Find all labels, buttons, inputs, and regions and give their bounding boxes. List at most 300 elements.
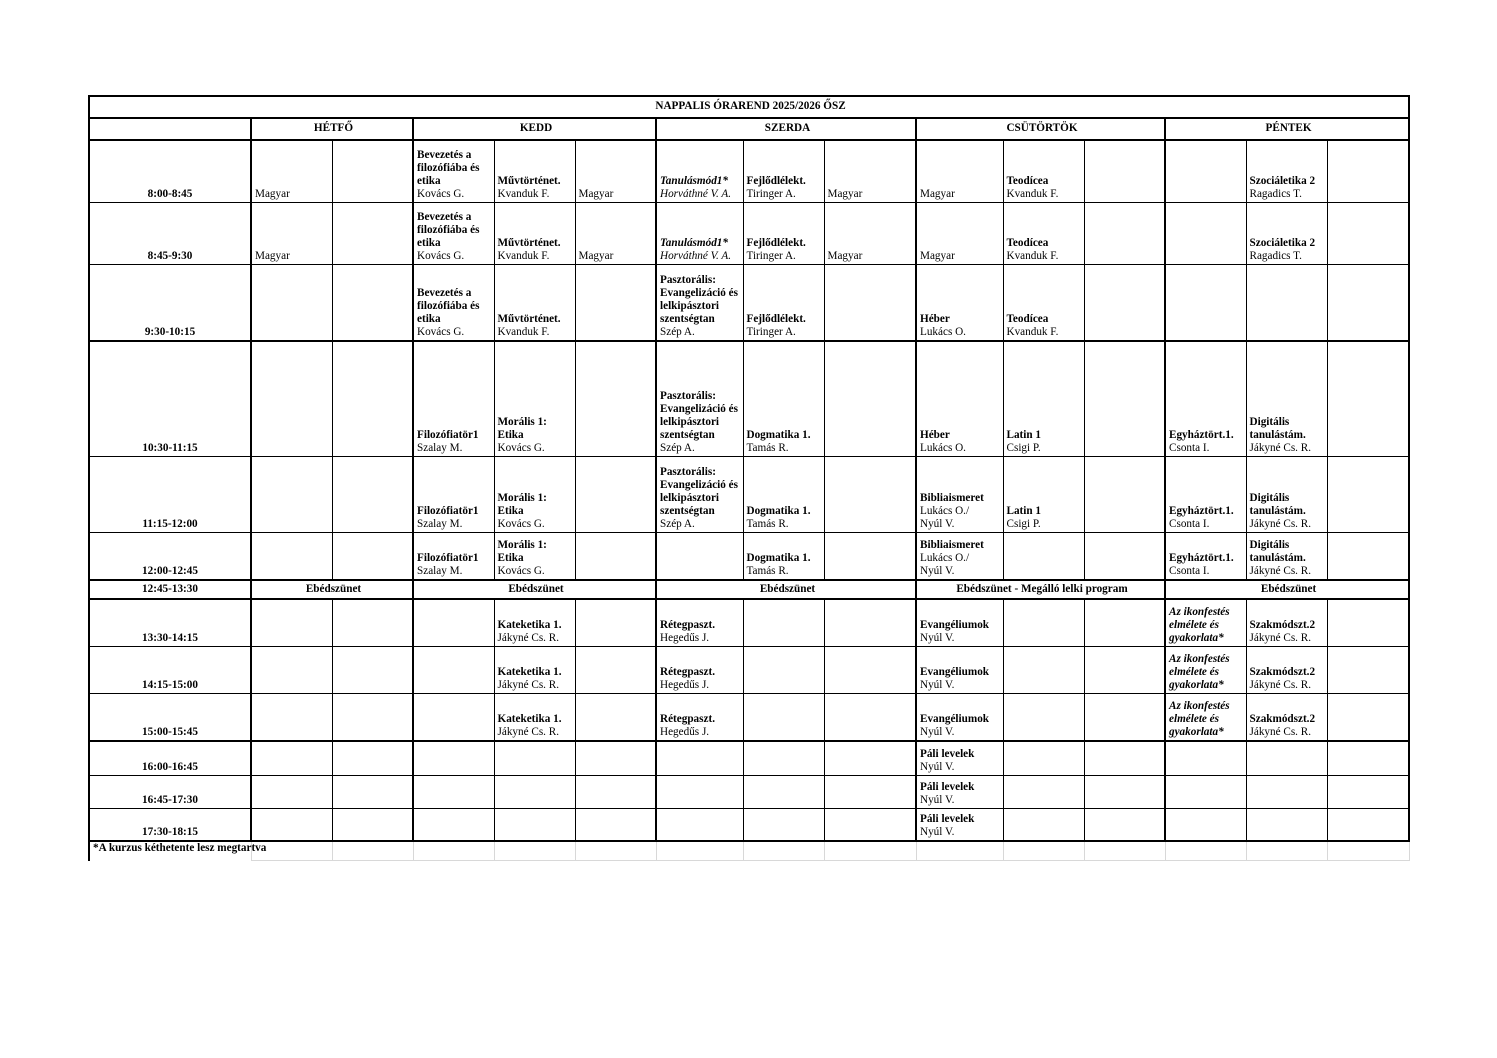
empty-cell [1327,140,1409,202]
empty-cell [1165,140,1246,202]
instructor-name: Jákyné Cs. R. [1249,631,1312,644]
empty-cell [1084,646,1165,693]
empty-cell [656,841,743,861]
instructor-name: Csigi P. [1006,441,1041,454]
empty-cell [1084,264,1165,341]
empty-cell [1003,599,1084,646]
class-cell [916,202,1003,264]
course-name: Pasztorális: Evangelizáció és lelkipásztori szentségtan [660,274,738,325]
time-slot: 17:30-18:15 [89,808,251,841]
instructor-name: Kovács G. [497,517,545,530]
instructor-name: Magyar [578,249,614,262]
instructor-name: Jákyné Cs. R. [1249,517,1312,530]
class-cell [656,202,743,264]
course-name: Rétegpaszt. [660,618,715,631]
class-cell [413,532,494,580]
course-name: Dogmatika 1. [746,552,811,564]
instructor-name: Magyar [578,187,614,200]
instructor-name: Magyar [920,249,955,262]
empty-cell [656,532,743,580]
empty-cell [1084,741,1165,775]
course-name: Morális 1: Etika [497,539,547,564]
empty-cell [1327,532,1409,580]
time-slot: 16:45-17:30 [89,775,251,808]
timetable-row [89,646,1409,693]
empty-cell [332,140,413,202]
class-cell [575,140,656,202]
course-name: Páli levelek [920,780,975,793]
timetable-row [89,456,1409,532]
instructor-name: Csonta I. [1169,441,1210,454]
empty-cell [1246,741,1327,775]
time-slot: 12:00-12:45 [89,532,251,580]
empty-cell [656,808,743,841]
empty-cell [1003,741,1084,775]
class-cell [1246,202,1327,264]
class-cell [824,202,916,264]
empty-cell [1084,202,1165,264]
course-name: Egyháztört.1. [1169,428,1234,441]
instructor-name: Kvanduk F. [1006,326,1059,338]
empty-cell [1165,741,1246,775]
empty-cell [332,456,413,532]
instructor-name: Magyar [827,187,863,200]
class-cell [1165,456,1246,532]
instructor-name: Kvanduk F. [1006,249,1059,262]
course-name: Fejlődlélekt. [746,174,806,187]
instructor-name: Jákyné Cs. R. [1249,565,1312,577]
course-name: Filozófiatör1 [417,428,479,441]
timetable-row [89,341,1409,456]
time-slot: 11:15-12:00 [89,456,251,532]
class-cell [413,264,494,341]
empty-cell [1327,775,1409,808]
empty-cell [575,599,656,646]
class-cell [1246,140,1327,202]
course-name: Az ikonfestés elmélete és gyakorlata* [1169,652,1230,691]
empty-cell [575,693,656,741]
empty-cell [413,646,494,693]
lunch-break-label: Ebédszünet [413,580,656,599]
empty-cell [824,532,916,580]
empty-cell [1084,456,1165,532]
class-cell [656,646,743,693]
instructor-name: Nyúl V. [920,631,955,644]
course-name: Művtörténet. [497,174,561,187]
class-cell [824,140,916,202]
empty-cell [332,841,413,861]
instructor-name: Lukács O./ [920,504,970,517]
empty-cell [575,456,656,532]
instructor-name: Lukács O. [920,326,966,338]
empty-cell [575,841,656,861]
course-name: Művtörténet. [497,236,561,249]
empty-cell [656,775,743,808]
empty-cell [1246,808,1327,841]
empty-cell [824,808,916,841]
class-cell [743,341,824,456]
instructor-name: Nyúl V. [920,565,955,577]
class-cell [494,456,575,532]
empty-cell [1084,808,1165,841]
course-name: Rétegpaszt. [660,665,715,678]
empty-cell [1327,341,1409,456]
class-cell [656,599,743,646]
class-cell [656,456,743,532]
course-name: Digitális tanulástám. [1249,415,1306,441]
course-name: Bevezetés a filozófiába és etika [417,287,480,325]
instructor-name: Lukács O./ [920,552,970,564]
instructor-name: Magyar [827,249,863,262]
empty-cell [743,841,824,861]
instructor-name: Nyúl V. [920,826,955,838]
class-cell [413,140,494,202]
course-name: Evangéliumok [920,665,990,678]
day-header-thursday: CSÜTÖRTÖK [916,118,1165,140]
course-name: Dogmatika 1. [746,504,811,517]
instructor-name: Jákyné Cs. R. [1249,441,1312,454]
instructor-name: Kovács G. [497,441,545,454]
class-cell [916,341,1003,456]
course-name: Művtörténet. [497,313,561,325]
class-cell [1003,264,1084,341]
timetable-row [89,140,1409,202]
instructor-name: Tiringer A. [746,249,796,262]
time-slot: 16:00-16:45 [89,741,251,775]
empty-cell [332,202,413,264]
class-cell [1003,202,1084,264]
empty-cell [332,599,413,646]
instructor-name: Kvanduk F. [497,187,550,200]
empty-cell [1084,341,1165,456]
course-name: Dogmatika 1. [746,428,811,441]
empty-cell [1084,841,1165,861]
empty-cell [743,808,824,841]
time-slot: 9:30-10:15 [89,264,251,341]
class-cell [916,741,1003,775]
footnote: *A kurzus kéthetente lesz megtartva [89,841,251,861]
instructor-name: Csigi P. [1006,517,1041,530]
empty-cell [413,693,494,741]
instructor-name: Kovács G. [417,326,465,338]
class-cell [1165,693,1246,741]
class-cell [743,264,824,341]
instructor-name: Magyar [255,187,290,200]
timetable-title: NAPPALIS ÓRAREND 2025/2026 ŐSZ [89,96,1409,118]
course-name: Filozófiatör1 [417,504,479,517]
empty-cell [575,264,656,341]
instructor-name: Nyúl V. [920,760,955,773]
instructor-name: Ragadics T. [1249,249,1302,262]
empty-cell [575,808,656,841]
empty-cell [1327,646,1409,693]
empty-cell [413,808,494,841]
instructor-name: Jákyné Cs. R. [1249,678,1312,691]
class-cell [656,264,743,341]
empty-cell [332,808,413,841]
course-name: Az ikonfestés elmélete és gyakorlata* [1169,605,1230,644]
empty-cell [251,693,332,741]
instructor-name: Hegedűs J. [660,678,710,691]
course-name: Héber [920,313,950,325]
empty-cell [1084,140,1165,202]
class-cell [1246,646,1327,693]
course-name: Tanulásmód1* [660,236,728,249]
instructor-name: Tamás R. [746,565,789,577]
instructor-name: Tamás R. [746,517,789,530]
empty-cell [743,741,824,775]
class-cell [1165,532,1246,580]
course-name: Az ikonfestés elmélete és gyakorlata* [1169,700,1230,738]
instructor-name: Szép A. [660,517,695,530]
empty-cell [1084,693,1165,741]
class-cell [494,532,575,580]
empty-cell [1327,202,1409,264]
time-header [89,118,251,140]
class-cell [916,775,1003,808]
empty-cell [251,599,332,646]
course-name: Fejlődlélekt. [746,313,806,325]
lunch-break-label: Ebédszünet [1165,580,1409,599]
course-name: Filozófiatör1 [417,552,479,564]
empty-cell [251,456,332,532]
course-name: Evangéliumok [920,713,990,725]
course-name: Teodícea [1006,236,1049,249]
empty-cell [413,775,494,808]
timetable-row [89,264,1409,341]
class-cell [916,140,1003,202]
instructor-name: Hegedűs J. [660,631,710,644]
empty-cell [916,841,1003,861]
empty-cell [251,741,332,775]
empty-cell [1003,693,1084,741]
empty-cell [1084,532,1165,580]
empty-cell [824,841,916,861]
course-name: Teodícea [1006,313,1049,325]
class-cell [494,140,575,202]
course-name: Páli levelek [920,813,975,825]
class-cell [251,140,332,202]
day-header-monday: HÉTFŐ [251,118,413,140]
lunch-break-label: Ebédszünet - Megálló lelki program [916,580,1165,599]
class-cell [494,341,575,456]
empty-cell [251,808,332,841]
class-cell [413,202,494,264]
class-cell [743,456,824,532]
class-cell [1246,532,1327,580]
empty-cell [575,341,656,456]
instructor-name: Csonta I. [1169,517,1210,530]
empty-cell [494,808,575,841]
empty-cell [824,775,916,808]
instructor-name: Ragadics T. [1249,187,1302,200]
class-cell [1246,599,1327,646]
class-cell [1165,341,1246,456]
instructor-name: Kovács G. [417,249,465,262]
instructor-name: Horváthné V. A. [660,249,732,262]
instructor-name: Csonta I. [1169,565,1210,577]
instructor-name: Kvanduk F. [497,249,550,262]
empty-cell [1165,841,1246,861]
empty-cell [743,775,824,808]
instructor-name: Jákyné Cs. R. [497,631,560,644]
empty-cell [332,646,413,693]
empty-cell [1327,808,1409,841]
instructor-name: Jákyné Cs. R. [497,726,560,738]
empty-cell [1165,264,1246,341]
class-cell [916,646,1003,693]
instructor-name: Tiringer A. [746,187,796,200]
class-cell [916,693,1003,741]
course-name: Digitális tanulástám. [1249,539,1306,564]
timetable-row [89,532,1409,580]
empty-cell [1327,264,1409,341]
empty-cell [1327,693,1409,741]
course-name: Digitális tanulástám. [1249,491,1306,517]
empty-cell [824,741,916,775]
empty-cell [575,646,656,693]
course-name: Rétegpaszt. [660,713,715,725]
empty-cell [413,599,494,646]
empty-cell [332,741,413,775]
class-cell [656,140,743,202]
timetable [88,95,1410,861]
class-cell [743,202,824,264]
instructor-name: Nyúl V. [920,793,955,806]
class-cell [494,202,575,264]
empty-cell [251,532,332,580]
instructor-name: Magyar [920,187,955,200]
class-cell [916,264,1003,341]
lunch-break-label: Ebédszünet [656,580,916,599]
course-name: Héber [920,428,950,441]
instructor-name: Nyúl V. [920,678,955,691]
instructor-name: Lukács O. [920,441,966,454]
class-cell [494,264,575,341]
time-slot: 8:45-9:30 [89,202,251,264]
instructor-name: Horváthné V. A. [660,187,732,200]
empty-cell [251,341,332,456]
course-name: Tanulásmód1* [660,174,728,187]
course-name: Pasztorális: Evangelizáció és lelkipásztori szentségtan [660,465,738,517]
empty-cell [656,741,743,775]
lunch-row [89,580,1409,599]
class-cell [916,599,1003,646]
class-cell [743,532,824,580]
class-cell [1246,341,1327,456]
empty-cell [743,599,824,646]
course-name: Egyháztört.1. [1169,552,1234,564]
course-name: Szakmódszt.2 [1249,618,1316,631]
empty-cell [332,264,413,341]
timetable-row [89,202,1409,264]
class-cell [413,456,494,532]
time-slot: 14:15-15:00 [89,646,251,693]
day-header-friday: PÉNTEK [1165,118,1409,140]
empty-cell [824,693,916,741]
course-name: Páli levelek [920,747,975,760]
empty-cell [332,775,413,808]
course-name: Bevezetés a filozófiába és etika [417,148,480,187]
course-name: Teodícea [1006,174,1049,187]
empty-cell [251,646,332,693]
course-name: Morális 1: Etika [497,491,547,517]
course-name: Szakmódszt.2 [1249,665,1316,678]
empty-cell [494,775,575,808]
class-cell [494,599,575,646]
empty-cell [332,341,413,456]
course-name: Evangéliumok [920,618,990,631]
class-cell [1003,456,1084,532]
timetable-row [89,775,1409,808]
instructor-name: Magyar [255,249,290,262]
empty-cell [1003,532,1084,580]
instructor-name: Nyúl V. [920,726,955,738]
course-name: Szociáletika 2 [1249,174,1316,187]
instructor-name: Szalay M. [417,441,463,454]
instructor-name: Tamás R. [746,441,789,454]
instructor-name: Szép A. [660,441,695,454]
empty-cell [1003,808,1084,841]
class-cell [1003,140,1084,202]
course-name: Egyháztört.1. [1169,504,1234,517]
instructor-name: Kovács G. [497,565,545,577]
empty-cell [251,264,332,341]
class-cell [916,532,1003,580]
footnote-row [89,841,1409,861]
class-cell [916,808,1003,841]
course-name: Kateketika 1. [497,618,562,631]
course-name: Szakmódszt.2 [1249,713,1316,725]
time-slot: 12:45-13:30 [89,580,251,599]
instructor-name: Szalay M. [417,517,463,530]
time-slot: 15:00-15:45 [89,693,251,741]
course-name: Szociáletika 2 [1249,236,1316,249]
class-cell [413,341,494,456]
course-name: Bevezetés a filozófiába és etika [417,210,480,249]
empty-cell [824,341,916,456]
instructor-name: Szalay M. [417,565,463,577]
empty-cell [1003,775,1084,808]
course-name: Latin 1 [1006,428,1042,441]
day-header-wednesday: SZERDA [656,118,916,140]
instructor-name: Kvanduk F. [497,326,550,338]
class-cell [575,202,656,264]
empty-cell [1246,264,1327,341]
class-cell [743,140,824,202]
course-name: Bibliaismeret [920,539,984,551]
time-slot: 8:00-8:45 [89,140,251,202]
empty-cell [332,532,413,580]
instructor-name: Tiringer A. [746,326,796,338]
course-name: Bibliaismeret [920,491,984,504]
empty-cell [824,264,916,341]
class-cell [1003,341,1084,456]
class-cell [916,456,1003,532]
empty-cell [1327,456,1409,532]
instructor-name: Hegedűs J. [660,726,710,738]
empty-cell [575,775,656,808]
empty-cell [1327,741,1409,775]
empty-cell [413,741,494,775]
empty-cell [824,646,916,693]
instructor-name: Kvanduk F. [1006,187,1059,200]
lunch-break-label: Ebédszünet [251,580,413,599]
empty-cell [1327,599,1409,646]
time-slot: 10:30-11:15 [89,341,251,456]
timetable-row [89,693,1409,741]
empty-cell [1246,775,1327,808]
